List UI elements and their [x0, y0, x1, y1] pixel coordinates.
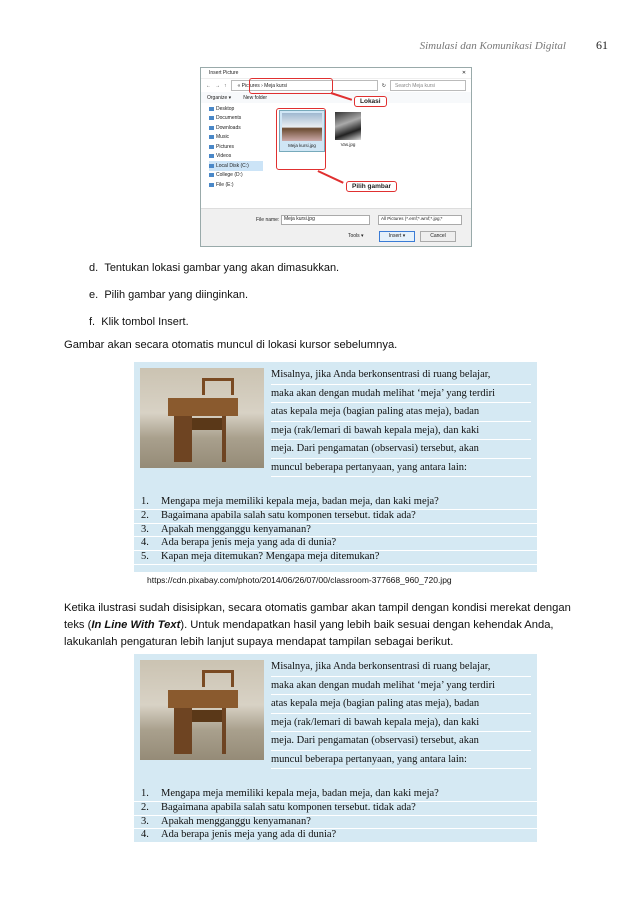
- list-item: 3. Apakah mengganggu kenyamanan?: [134, 816, 537, 830]
- callout-pilih-gambar: Pilih gambar: [346, 181, 397, 192]
- sidebar-item[interactable]: File (E:): [209, 180, 263, 190]
- tools-button[interactable]: Tools ▾: [348, 233, 364, 239]
- folder-icon: [209, 107, 214, 111]
- sidebar-item[interactable]: Videos: [209, 152, 263, 162]
- new-folder-button[interactable]: New folder: [243, 94, 268, 101]
- list-item: 2. Bagaimana apabila salah satu komponen tersebut. tidak ada?: [134, 510, 537, 524]
- file-type-select[interactable]: All Pictures (*.emf;*.wmf;*.jpg;*: [378, 215, 462, 225]
- page-number: 61: [596, 38, 608, 52]
- list-item: 4. Ada berapa jenis meja yang ada di dunia?: [134, 829, 537, 843]
- file-thumbnail[interactable]: Vas.jpg: [333, 110, 363, 150]
- sidebar-item[interactable]: Desktop: [209, 104, 263, 114]
- sidebar-item[interactable]: Pictures: [209, 142, 263, 152]
- nav-bar: [201, 79, 471, 92]
- list-item: 4. Ada berapa jenis meja yang ada di dunia?: [134, 537, 537, 551]
- search-input[interactable]: [390, 80, 466, 91]
- dialog-title: Insert Picture: [209, 70, 239, 76]
- up-icon[interactable]: ↑: [224, 82, 227, 89]
- file-thumbnail-selected[interactable]: Meja kursi.jpg: [279, 110, 325, 152]
- address-highlight: [249, 78, 333, 94]
- search-placeholder: Search Meja kursi: [395, 82, 436, 89]
- image-source-url: https://cdn.pixabay.com/photo/2014/06/26/07/00/classroom-377668_960_720.jpg: [147, 575, 452, 585]
- file-name-label: File name:: [256, 217, 280, 223]
- desk-photo: [140, 660, 264, 760]
- running-header: [420, 38, 608, 53]
- folder-icon: [209, 154, 214, 158]
- panel-text: Misalnya, jika Anda berkonsentrasi di ruang belajar, maka akan dengan mudah melihat ‘meja’ yang terdiri atas kepala meja (bagian paling atas meja), badan meja (rak/lemari di bawah kepala meja), dan kaki meja. Dari pengamatan (observasi) tersebut, akan muncul beberapa pertanyaan, yang antara lain:: [271, 658, 531, 769]
- cancel-button[interactable]: Cancel: [420, 231, 456, 242]
- list-item: 2. Bagaimana apabila salah satu komponen tersebut. tidak ada?: [134, 802, 537, 816]
- sidebar: [209, 104, 263, 190]
- folder-icon: [209, 145, 214, 149]
- paragraph-1: Gambar akan secara otomatis muncul di lokasi kursor sebelumnya.: [64, 339, 398, 351]
- organize-button[interactable]: Organize ▾: [207, 94, 232, 101]
- list-item: 1. Mengapa meja memiliki kepala meja, badan meja, dan kaki meja?: [134, 788, 537, 802]
- question-list: [134, 788, 537, 843]
- drive-icon: [209, 164, 214, 168]
- dialog-footer: [201, 208, 471, 247]
- close-icon[interactable]: ✕: [461, 70, 467, 76]
- list-item: 5. Kapan meja ditemukan? Mengapa meja ditemukan?: [134, 551, 537, 565]
- example-panel-2: [134, 654, 537, 842]
- step-d: d. Tentukan lokasi gambar yang akan dimasukkan.: [89, 262, 340, 274]
- dialog-titlebar: [201, 68, 471, 79]
- thumbnail-highlight: [276, 108, 326, 170]
- forward-icon[interactable]: →: [215, 82, 220, 89]
- panel-text: Misalnya, jika Anda berkonsentrasi di ruang belajar, maka akan dengan mudah melihat ‘meja’ yang terdiri atas kepala meja (bagian paling atas meja), badan meja (rak/lemari di bawah kepala meja), dan kaki meja. Dari pengamatan (observasi) tersebut, akan muncul beberapa pertanyaan, yang antara lain:: [271, 366, 531, 477]
- desk-photo: [140, 368, 264, 468]
- sidebar-item[interactable]: College (D:): [209, 171, 263, 181]
- list-item: 3. Apakah mengganggu kenyamanan?: [134, 524, 537, 538]
- back-icon[interactable]: ←: [206, 82, 211, 89]
- breadcrumb: « Pictures › Meja kursi: [237, 82, 287, 89]
- list-item: 1. Mengapa meja memiliki kepala meja, badan meja, dan kaki meja?: [134, 496, 537, 510]
- sidebar-item[interactable]: Music: [209, 133, 263, 143]
- header-title: Simulasi dan Komunikasi Digital: [419, 40, 566, 52]
- question-list: [134, 496, 537, 565]
- sidebar-item[interactable]: Documents: [209, 114, 263, 124]
- example-panel-1: [134, 362, 537, 572]
- image-icon: [335, 112, 361, 140]
- sidebar-item[interactable]: Downloads: [209, 123, 263, 133]
- paragraph-2: Ketika ilustrasi sudah disisipkan, secara otomatis gambar akan tampil dengan kondisi merekat dengan teks (In Line With Text). Untuk mendapatkan hasil yang lebih baik sesuai dengan kehendak Anda, lakukanlah pengaturan lebih lanjut supaya mendapat tampilan sebagai berikut.: [64, 602, 571, 648]
- folder-icon: [209, 126, 214, 130]
- step-f: f. Klik tombol Insert.: [89, 316, 189, 328]
- drive-icon: [209, 173, 214, 177]
- folder-icon: [209, 135, 214, 139]
- sidebar-item[interactable]: Local Disk (C:): [209, 161, 263, 171]
- drive-icon: [209, 183, 214, 187]
- refresh-icon[interactable]: ↻: [381, 82, 386, 89]
- file-name-input[interactable]: Meja kursi.jpg: [281, 215, 370, 225]
- insert-button[interactable]: Insert ▾: [379, 231, 415, 242]
- step-e: e. Pilih gambar yang diinginkan.: [89, 289, 249, 301]
- folder-icon: [209, 116, 214, 120]
- callout-lokasi: Lokasi: [354, 96, 387, 107]
